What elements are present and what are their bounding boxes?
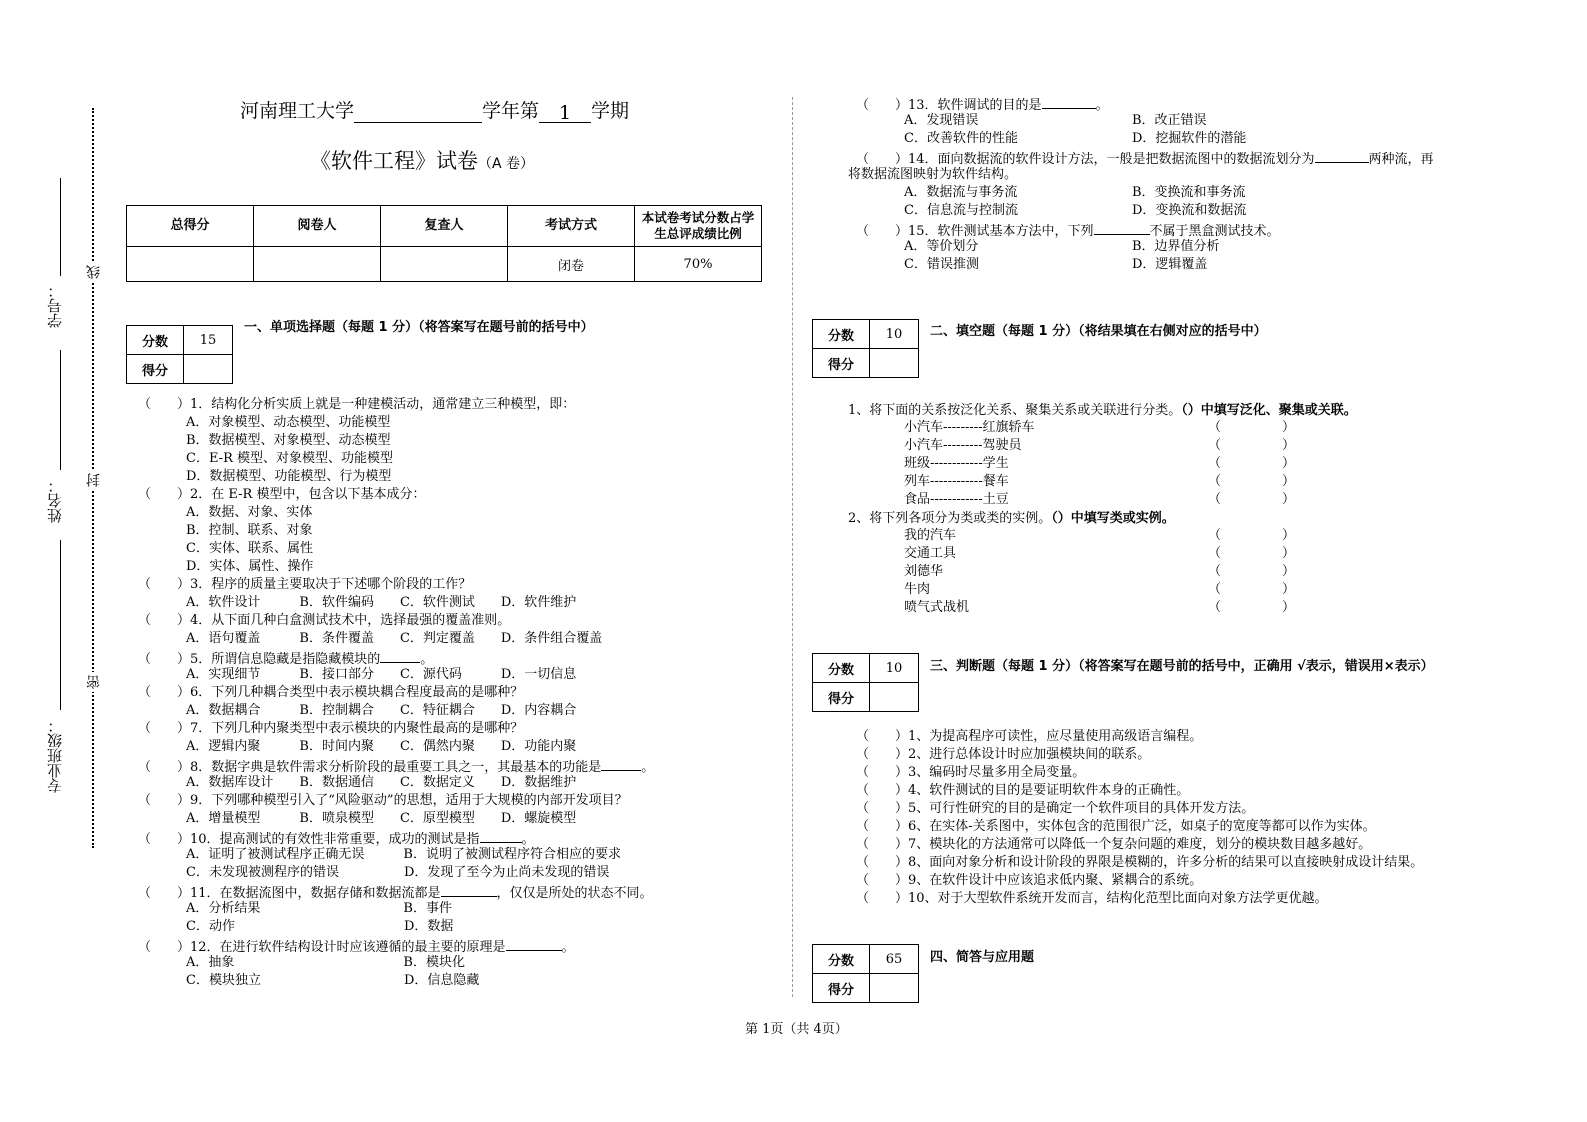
option-line: A．增量模型 B．喷泉模型 C．原型模型 D．螺旋模型: [186, 811, 577, 826]
fill-q2-text: 2、将下列各项分为类或类的实例。: [848, 511, 1052, 526]
answer-paren-left: （: [1208, 582, 1222, 597]
fill-item: 小汽车---------驾驶员: [904, 438, 1022, 453]
option-line: C．错误推测: [904, 257, 979, 272]
year-suffix: 学年第: [482, 100, 540, 122]
section1-score-box: [126, 325, 233, 384]
option-line: A．数据流与事务流: [904, 185, 1018, 200]
judge-item: （ ）1、为提高程序可读性，应尽量使用高级语言编程。: [856, 729, 1203, 744]
judge-item: （ ）9、在软件设计中应该追求低内聚、紧耦合的系统。: [856, 873, 1203, 888]
question-text: （ ）15．软件测试基本方法中，下列: [856, 224, 1094, 239]
option-line: B．变换流和事务流: [1132, 185, 1246, 200]
fill-question-1: [848, 402, 1357, 420]
section4-title: 四、简答与应用题: [930, 950, 1035, 965]
answer-paren-left: （: [1208, 528, 1222, 543]
judge-item: （ ）3、编码时尽量多用全局变量。: [856, 765, 1086, 780]
cell-reviewer: [381, 247, 508, 282]
fill-item: 交通工具: [904, 546, 957, 561]
header-total-score: 总得分: [127, 206, 254, 247]
header-reviewer: 复查人: [381, 206, 508, 247]
option-line: A．分析结果 B．事件: [186, 901, 452, 916]
question-line: （ ）1．结构化分析实质上就是一种建模活动，通常建立三种模型，即：: [138, 397, 576, 412]
option-line: C．未发现被测程序的错误 D．发现了至今为止尚未发现的错误: [186, 865, 610, 880]
answer-blank: [1042, 94, 1096, 109]
fill-item: 小汽车---------红旗轿车: [904, 420, 1035, 435]
answer-paren-right: ）: [1282, 600, 1296, 615]
question-text-cont: 不属于黑盒测试技术。: [1149, 224, 1280, 239]
fill-item: 我的汽车: [904, 528, 957, 543]
option-line: B．改正错误: [1132, 113, 1207, 128]
option-line: A．语句覆盖 B．条件覆盖 C．判定覆盖 D．条件组合覆盖: [186, 631, 603, 646]
student-class-label: 专业班级：: [46, 718, 64, 793]
answer-paren-right: ）: [1282, 564, 1296, 579]
answer-paren-left: （: [1208, 564, 1222, 579]
option-line: C．动作 D．数据: [186, 919, 454, 934]
question-text: （ ）13．软件调试的目的是: [856, 98, 1042, 113]
student-name-line: [60, 350, 61, 470]
question-punct: ，仅仅是所处的状态不同。: [496, 886, 653, 901]
fill-item: 班级------------学生: [904, 456, 1009, 471]
question-text: （ ）12．在进行软件结构设计时应该遵循的最主要的原理是: [138, 940, 506, 955]
judge-item: （ ）4、软件测试的目的是要证明软件本身的正确性。: [856, 783, 1190, 798]
column-divider: [792, 97, 793, 997]
fill-q1-instruction: （）中填写泛化、聚集或关联。: [1181, 403, 1357, 418]
option-line: A．等价划分: [904, 239, 979, 254]
cell-grader: [254, 247, 381, 282]
section3-get-label: 得分: [813, 683, 870, 712]
option-line: D．数据模型、功能模型、行为模型: [186, 469, 392, 484]
fill-item: 喷气式战机: [904, 600, 970, 615]
question-line: 将数据流图映射为软件结构。: [848, 167, 1018, 182]
answer-paren-left: （: [1208, 546, 1222, 561]
answer-paren-right: ）: [1282, 474, 1296, 489]
header-grader: 阅卷人: [254, 206, 381, 247]
question-text: （ ）10．提高测试的有效性非常重要，成功的测试是指: [138, 832, 480, 847]
option-line: B．边界值分析: [1132, 239, 1220, 254]
option-line: B．控制、联系、对象: [186, 523, 313, 538]
term-suffix: 学期: [591, 100, 630, 122]
judge-item: （ ）6、在实体-关系图中，实体包含的范围很广泛，如桌子的宽度等都可以作为实体。: [856, 819, 1376, 834]
section4-get-value: [870, 974, 919, 1003]
student-id-label: 学号：: [46, 283, 64, 328]
section3-score-value: 10: [870, 654, 919, 683]
section1-get-value: [184, 355, 233, 384]
option-line: C．实体、联系、属性: [186, 541, 313, 556]
page-footer: 第 1页（共 4页）: [745, 1022, 848, 1037]
option-line: C．模块独立 D．信息隐藏: [186, 973, 480, 988]
section1-score-value: 15: [184, 326, 233, 355]
section4-get-label: 得分: [813, 974, 870, 1003]
question-text: （ ）5．所谓信息隐藏是指隐藏模块的: [138, 652, 381, 667]
option-line: D．挖掘软件的潜能: [1132, 131, 1247, 146]
question-punct: 。: [1095, 98, 1109, 113]
section3-score-box: [812, 653, 919, 712]
answer-paren-right: ）: [1282, 528, 1296, 543]
term-number: 1: [539, 102, 591, 123]
option-line: A．证明了被测试程序正确无误 B．说明了被测试程序符合相应的要求: [186, 847, 621, 862]
question-text: （ ）8．数据字典是软件需求分析阶段的最重要工具之一，其最基本的功能是: [138, 760, 602, 775]
fill-item: 食品------------土豆: [904, 492, 1009, 507]
option-line: A．实现细节 B．接口部分 C．源代码 D．一切信息: [186, 667, 577, 682]
option-line: A．软件设计 B．软件编码 C．软件测试 D．软件维护: [186, 595, 577, 610]
answer-paren-left: （: [1208, 438, 1222, 453]
question-punct: 。: [561, 940, 575, 955]
header-score-ratio: 本试卷考试分数占学生总评成绩比例: [635, 206, 762, 247]
section2-get-value: [870, 349, 919, 378]
option-line: D．变换流和数据流: [1132, 203, 1247, 218]
section2-title: 二、填空题（每题 1 分）（将结果填在右侧对应的括号中）: [930, 324, 1267, 339]
student-class-line: [60, 540, 61, 710]
answer-paren-left: （: [1208, 420, 1222, 435]
section3-get-value: [870, 683, 919, 712]
answer-blank: [441, 882, 497, 897]
fill-item: 列车------------餐车: [904, 474, 1009, 489]
answer-blank: [601, 756, 641, 771]
answer-paren-right: ）: [1282, 456, 1296, 471]
answer-paren-right: ）: [1282, 582, 1296, 597]
option-line: A．数据、对象、实体: [186, 505, 313, 520]
question-line: （ ）7．下列几种内聚类型中表示模块的内聚性最高的是哪种？: [138, 721, 524, 736]
answer-blank: [380, 648, 420, 663]
question-line: （ ）2．在 E-R 模型中，包含以下基本成分：: [138, 487, 426, 502]
option-line: A．发现错误: [904, 113, 979, 128]
option-line: A．对象模型、动态模型、功能模型: [186, 415, 391, 430]
course-title: 《软件工程》试卷: [310, 149, 478, 173]
section2-score-value: 10: [870, 320, 919, 349]
fill-item: 牛肉: [904, 582, 931, 597]
answer-paren-right: ）: [1282, 420, 1296, 435]
question-text: （ ）11．在数据流图中，数据存储和数据流都是: [138, 886, 441, 901]
section2-score-box: [812, 319, 919, 378]
score-summary-table: [126, 205, 762, 282]
judge-item: （ ）5、可行性研究的目的是确定一个软件项目的具体开发方法。: [856, 801, 1255, 816]
exam-header: [240, 96, 629, 123]
question-line: （ ）4．从下面几种白盒测试技术中，选择最强的覆盖准则。: [138, 613, 511, 628]
option-line: B．数据模型、对象模型、动态模型: [186, 433, 391, 448]
question-punct: 。: [420, 652, 434, 667]
question-line: （ ）6．下列几种耦合类型中表示模块耦合程度最高的是哪种？: [138, 685, 524, 700]
answer-paren-left: （: [1208, 492, 1222, 507]
section1-title: 一、单项选择题（每题 1 分）（将答案写在题号前的括号中）: [244, 320, 594, 335]
option-line: C．E-R 模型、对象模型、功能模型: [186, 451, 393, 466]
option-line: D．实体、属性、操作: [186, 559, 314, 574]
paper-version: （A 卷）: [478, 156, 535, 172]
question-text: （ ）14．面向数据流的软件设计方法，一般是把数据流图中的数据流划分为: [856, 152, 1315, 167]
student-id-line: [60, 178, 61, 276]
option-line: C．改善软件的性能: [904, 131, 1018, 146]
judge-item: （ ）7、模块化的方法通常可以降低一个复杂问题的难度，划分的模块数目越多越好。: [856, 837, 1372, 852]
section4-score-box: [812, 944, 919, 1003]
answer-blank: [1094, 220, 1150, 235]
question-punct: 。: [521, 832, 535, 847]
section4-score-label: 分数: [813, 945, 870, 974]
section3-title: 三、判断题（每题 1 分）（将答案写在题号前的括号中，正确用 √表示，错误用×表示）: [930, 659, 1434, 674]
question-text-cont: 两种流，再: [1368, 152, 1434, 167]
section1-score-label: 分数: [127, 326, 184, 355]
fill-q1-text: 1、将下面的关系按泛化关系、聚集关系或关联进行分类。: [848, 403, 1182, 418]
section2-score-label: 分数: [813, 320, 870, 349]
fill-item: 刘德华: [904, 564, 944, 579]
section2-get-label: 得分: [813, 349, 870, 378]
option-line: A．数据库设计 B．数据通信 C．数据定义 D．数据维护: [186, 775, 577, 790]
answer-blank: [506, 936, 562, 951]
answer-paren-right: ）: [1282, 492, 1296, 507]
section3-score-label: 分数: [813, 654, 870, 683]
cell-exam-method: 闭卷: [508, 247, 635, 282]
fill-question-2: [848, 510, 1175, 528]
exam-title: [310, 145, 534, 175]
judge-item: （ ）2、进行总体设计时应加强模块间的联系。: [856, 747, 1151, 762]
answer-paren-right: ）: [1282, 546, 1296, 561]
answer-paren-left: （: [1208, 474, 1222, 489]
answer-paren-left: （: [1208, 600, 1222, 615]
question-line: （ ）9．下列哪种模型引入了“风险驱动”的思想，适用于大规模的内部开发项目？: [138, 793, 628, 808]
answer-paren-right: ）: [1282, 438, 1296, 453]
section1-get-label: 得分: [127, 355, 184, 384]
answer-blank: [480, 828, 522, 843]
option-line: A．逻辑内聚 B．时间内聚 C．偶然内聚 D．功能内聚: [186, 739, 577, 754]
student-name-label: 姓名：: [46, 478, 64, 523]
binding-char-mi: 密: [84, 672, 104, 692]
question-punct: 。: [641, 760, 655, 775]
option-line: A．抽象 B．模块化: [186, 955, 465, 970]
answer-blank: [1315, 148, 1369, 163]
option-line: C．信息流与控制流: [904, 203, 1018, 218]
university-name: 河南理工大学: [240, 100, 355, 122]
binding-char-feng: 封: [84, 470, 104, 490]
header-exam-method: 考试方式: [508, 206, 635, 247]
binding-char-xian: 线: [84, 262, 104, 282]
answer-paren-left: （: [1208, 456, 1222, 471]
option-line: A．数据耦合 B．控制耦合 C．特征耦合 D．内容耦合: [186, 703, 577, 718]
fill-q2-instruction: （）中填写类或实例。: [1051, 511, 1175, 526]
cell-score-ratio: 70%: [635, 247, 762, 282]
option-line: D．逻辑覆盖: [1132, 257, 1208, 272]
year-blank: [354, 102, 482, 123]
question-line: （ ）3．程序的质量主要取决于下述哪个阶段的工作？: [138, 577, 472, 592]
section4-score-value: 65: [870, 945, 919, 974]
question-line: [856, 94, 1109, 115]
judge-item: （ ）10、对于大型软件系统开发而言，结构化范型比面向对象方法学更优越。: [856, 891, 1328, 906]
judge-item: （ ）8、面向对象分析和设计阶段的界限是模糊的，许多分析的结果可以直接映射成设计结果。: [856, 855, 1424, 870]
cell-total-score: [127, 247, 254, 282]
